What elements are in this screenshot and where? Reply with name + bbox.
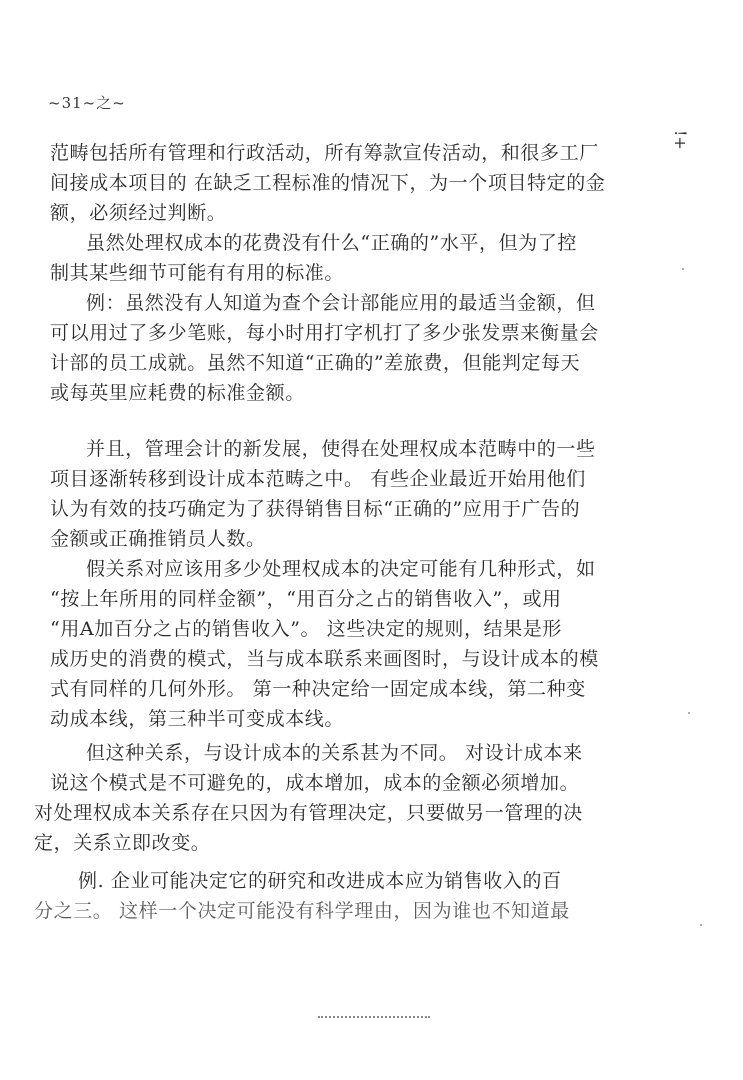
text-line: 认为有效的技巧确定为了获得销售目标“正确的”应用于广告的 (50, 498, 581, 520)
text-line: 或每英里应耗费的标准金额。 (50, 382, 305, 404)
text-line: 可以用过了多少笔账，每小时用打字机打了多少张发票来衡量会 (50, 322, 599, 344)
text-line: 定，关系立即改变。 (34, 832, 211, 854)
text-line: 成历史的消费的模式，当与成本联系来画图时，与设计成本的模 (50, 648, 599, 670)
text-line: 例. 企业可能决定它的研究和改进成本应为销售收入的百 (78, 870, 562, 892)
text-line: 式有同样的几何外形。 第一种决定给一固定成本线，第二种变 (50, 678, 586, 700)
text-line: 说这个模式是不可避免的，成本增加，成本的金额必须增加。 (50, 772, 580, 794)
text-line: 金额或正确推销员人数。 (50, 528, 266, 550)
text-line: 额，必须经过判断。 (50, 202, 227, 224)
footer-rule (318, 1016, 430, 1018)
text-line: 分之三。 这样一个决定可能没有科学理由，因为谁也不知道最 (34, 900, 570, 922)
scan-speck (682, 268, 684, 270)
text-line: 项目逐渐转移到设计成本范畴之中。 有些企业最近开始用他们 (50, 468, 586, 490)
text-line: “用A加百分之占的销售收入”。 这些决定的规则，结果是形 (50, 618, 562, 640)
text-line: 计部的员工成就。虽然不知道“正确的”差旅费，但能判定每天 (50, 352, 581, 374)
scan-speck (688, 712, 690, 714)
page-number: ~31~之~ (48, 94, 126, 112)
text-line: 动成本线，第三种半可变成本线。 (50, 708, 345, 730)
text-line: 对处理权成本关系存在只因为有管理决定，只要做另一管理的决 (34, 802, 583, 824)
text-line: 虽然处理权成本的花费没有什么“正确的”水平，但为了控 (86, 232, 578, 254)
margin-annotation-mark: !+ (671, 130, 690, 150)
text-line: 例：虽然没有人知道为查个会计部能应用的最适当金额，但 (86, 292, 596, 314)
text-line: 范畴包括所有管理和行政活动，所有筹款宣传活动，和很多工厂 (50, 142, 599, 164)
text-line: “按上年所用的同样金额”，“用百分之占的销售收入”，或用 (50, 588, 562, 610)
text-line: 制其某些细节可能有有用的标准。 (50, 262, 345, 284)
scan-speck (700, 924, 702, 926)
text-line: 但这种关系，与设计成本的关系甚为不同。 对设计成本来 (86, 742, 583, 764)
text-line: 间接成本项目的 在缺乏工程标准的情况下，为一个项目特定的金 (50, 172, 606, 194)
text-line: 假关系对应该用多少处理权成本的决定可能有几种形式，如 (86, 558, 596, 580)
text-line: 并且，管理会计的新发展，使得在处理权成本范畴中的一些 (86, 438, 596, 460)
